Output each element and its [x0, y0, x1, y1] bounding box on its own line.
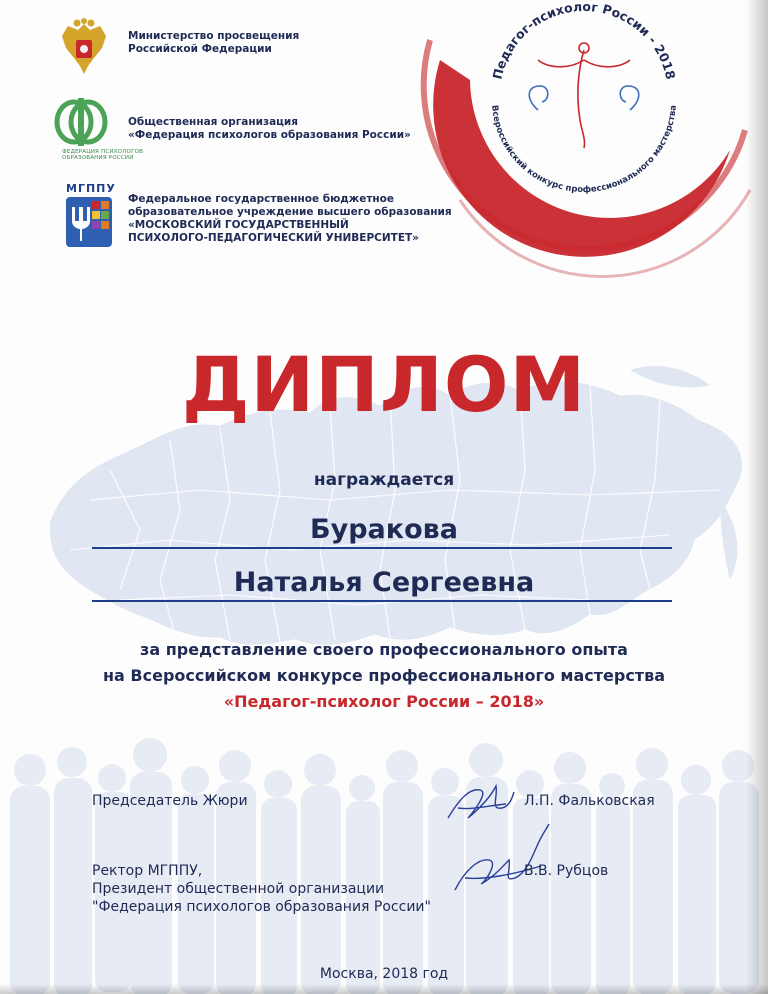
rector-handwritten-signature [445, 820, 555, 900]
rector-title-line-1: Ректор МГППУ, [92, 863, 203, 879]
ministry-block [128, 30, 299, 56]
svg-text:Всероссийский конкурс професси [489, 104, 679, 195]
rector-title-line-2: Президент общественной организации [92, 881, 385, 897]
awarded-label: награждается [313, 470, 455, 490]
given-names-underline [92, 600, 672, 602]
surname-underline [92, 547, 672, 549]
ministry-line-2: Российской Федерации [128, 43, 272, 55]
rector-title-line-3: "Федерация психологов образования России" [92, 899, 431, 915]
federation-phi-logo [50, 96, 112, 154]
university-line-1: Федеральное государственное бюджетное [128, 193, 395, 205]
federation-logo-caption [62, 149, 143, 161]
federation-logo-caption-2: ОБРАЗОВАНИЯ РОССИИ [62, 155, 134, 161]
ministry-line-1: Министерство просвещения [128, 30, 300, 42]
chair-name: Л.П. Фальковская [524, 793, 655, 809]
university-line-2: образовательное учреждение высшего образования [128, 206, 452, 218]
seal-bottom-text: Всероссийский конкурс профессионального мастерства [489, 104, 679, 196]
diploma-title: ДИПЛОМ [181, 340, 587, 429]
scan-edge-shadow [746, 0, 768, 994]
seal-top-text: Педагог-психолог России - 2018 [489, 0, 679, 81]
crowd-silhouette-background [0, 700, 768, 994]
contest-seal [400, 0, 768, 290]
svg-text:Педагог-психолог России - 2018 [490, 0, 679, 81]
reason-line-1: за представление своего профессионального опыта [140, 640, 628, 659]
university-abbr: МГППУ [66, 182, 116, 195]
university-line-4: ПСИХОЛОГО-ПЕДАГОГИЧЕСКИЙ УНИВЕРСИТЕТ» [128, 232, 419, 244]
university-logo [66, 197, 112, 247]
rector-title-block [92, 862, 431, 916]
footer-place-date: Москва, 2018 год [319, 966, 449, 982]
recipient-surname: Буракова [310, 514, 458, 545]
rector-name: В.В. Рубцов [524, 863, 609, 879]
federation-block [128, 116, 411, 142]
chair-title: Председатель Жюри [92, 793, 248, 809]
reason-line-3: «Педагог-психолог России – 2018» [223, 692, 545, 711]
federation-logo-caption-1: ФЕДЕРАЦИЯ ПСИХОЛОГОВ [62, 149, 144, 155]
federation-line-2: «Федерация психологов образования России» [128, 129, 411, 141]
federation-line-1: Общественная организация [128, 116, 299, 128]
coat-of-arms-emblem [58, 18, 110, 78]
recipient-given-names: Наталья Сергеевна [233, 567, 535, 598]
scan-bottom-shadow [0, 984, 768, 994]
university-line-3: «МОСКОВСКИЙ ГОСУДАРСТВЕННЫЙ [128, 219, 349, 231]
reason-line-2: на Всероссийском конкурсе профессионального мастерства [103, 666, 665, 685]
